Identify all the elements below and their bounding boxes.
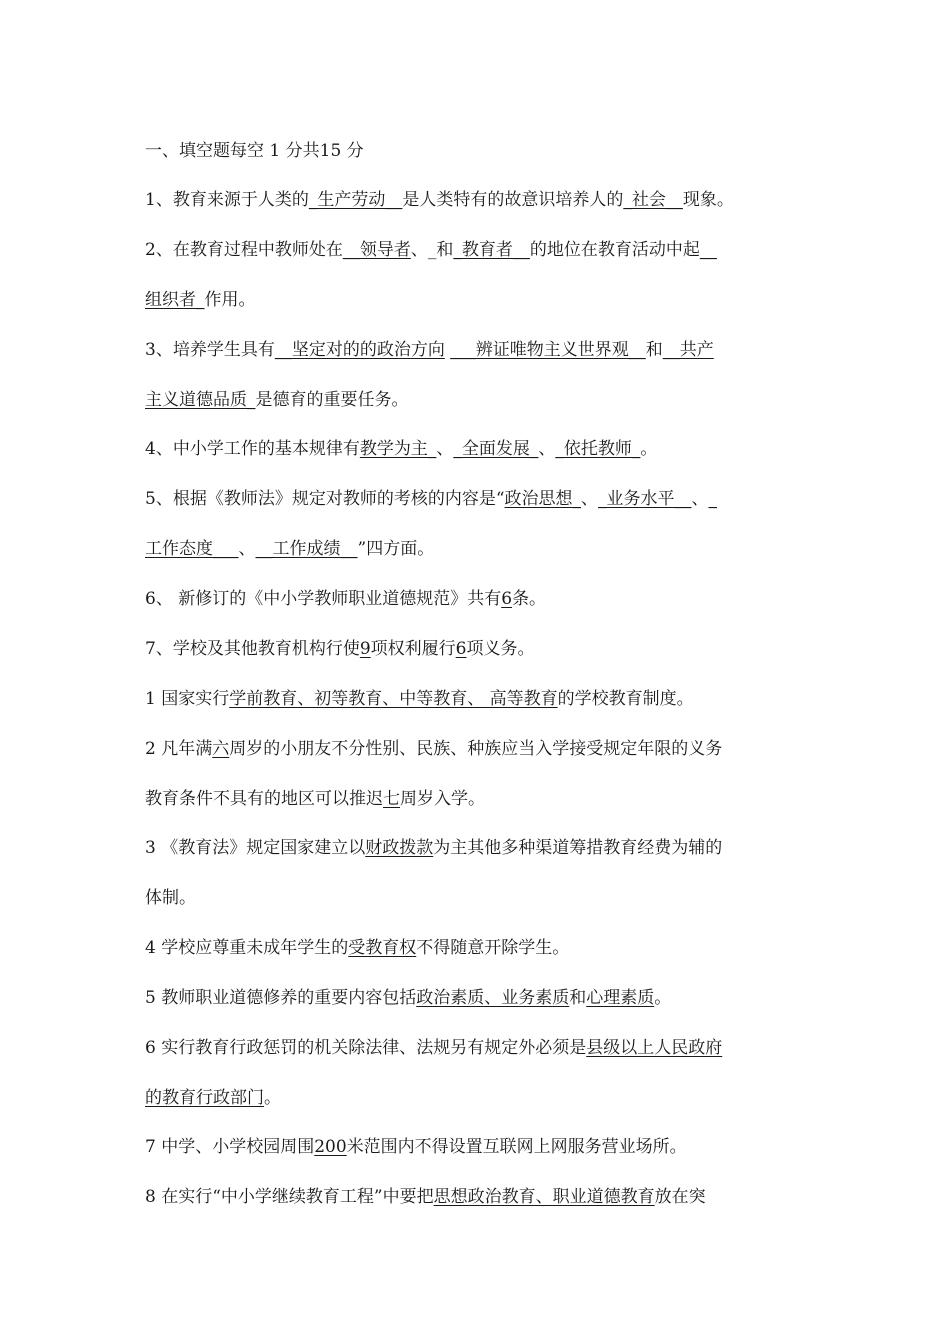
answer-blank: _全面发展_ [453, 439, 539, 459]
text-segment: 周岁入学。 [400, 789, 485, 809]
item-6 [145, 1036, 810, 1060]
answer-blank: 教学为主_ [359, 439, 437, 459]
text-segment: 5 教师职业道德修养的重要内容包括 [145, 988, 417, 1008]
text-segment: 2 凡年满 [145, 739, 213, 759]
text-segment: ”四方面。 [357, 539, 435, 559]
question-1 [145, 188, 810, 212]
answer-blank: ___辨证唯物主义世界观__ [450, 340, 646, 360]
text-segment: 7 中学、小学校园周围 [145, 1137, 315, 1157]
answer-blank: 学前教育、初等教育、中等教育、 高等教育 [229, 689, 558, 709]
question-2-cont [145, 288, 810, 312]
text-segment: 1 国家实行 [145, 689, 230, 709]
answer-blank: 工作态度___ [145, 539, 239, 559]
question-3 [145, 338, 810, 362]
text-segment: 3 《教育法》规定国家建立以 [145, 838, 366, 858]
question-7 [145, 637, 810, 661]
text-segment: 。 [264, 1088, 281, 1108]
text-segment: 、_和 [410, 240, 454, 260]
answer-blank: 思想政治教育、职业道德教育 [433, 1187, 655, 1207]
text-segment: 、 [691, 489, 709, 509]
answer-blank: 主义道德品质_ [145, 390, 256, 410]
text-segment: 现象。 [682, 190, 734, 210]
answer-blank: 县级以上人民政府 [586, 1038, 723, 1058]
answer-blank: __共产 [662, 340, 714, 360]
answer-blank: _业务水平__ [598, 489, 692, 509]
answer-blank: 的教育行政部门 [145, 1088, 264, 1108]
question-6 [145, 587, 810, 611]
question-2 [145, 238, 810, 262]
text-segment: 7、学校及其他教育机构行使 [145, 639, 360, 659]
text-segment: 1、教育来源于人类的 [145, 190, 309, 210]
text-segment: 、 [436, 439, 454, 459]
item-2-cont [145, 787, 810, 811]
text-segment: 5、根据《教师法》规定对教师的考核的内容是“ [145, 489, 505, 509]
text-segment: 项义务。 [466, 639, 535, 659]
text-segment: 的地位在教育活动中起 [529, 240, 700, 260]
answer-blank: 六 [212, 739, 230, 759]
item-2 [145, 737, 810, 761]
section-heading [145, 139, 810, 163]
answer-blank: __坚定对的的政治方向 [274, 340, 445, 360]
item-3 [145, 836, 810, 860]
text-segment: 作用。 [204, 290, 256, 310]
text-segment: 4 学校应尊重未成年学生的 [145, 938, 349, 958]
question-5-cont [145, 537, 810, 561]
text-segment: 米范围内不得设置互联网上网服务营业场所。 [346, 1137, 687, 1157]
answer-blank: _ [708, 489, 718, 509]
answer-blank: 6 [455, 639, 467, 659]
text-segment: 、 [238, 539, 256, 559]
answer-blank: 6 [501, 589, 513, 609]
item-4 [145, 936, 810, 960]
text-segment: 8 在实行“中小学继续教育工程”中要把 [145, 1187, 434, 1207]
item-5 [145, 986, 810, 1010]
text-segment: 项权利履行 [370, 639, 456, 659]
text-segment: 、 [538, 439, 556, 459]
text-segment: 6、 新修订的《中小学教师职业道德规范》共有 [145, 589, 502, 609]
answer-blank: 心理素质 [586, 988, 655, 1008]
text-segment: 4、中小学工作的基本规律有 [145, 439, 360, 459]
text-segment: 3、培养学生具有 [145, 340, 275, 360]
answer-blank: 财政拨款 [365, 838, 434, 858]
text-segment: 。 [640, 439, 658, 459]
text-segment: 周岁的小朋友不分性别、民族、种族应当入学接受规定年限的义务 [229, 739, 723, 759]
text-segment: 体制。 [145, 888, 196, 908]
answer-blank: 受教育权 [348, 938, 417, 958]
text-segment: 为主其他多种渠道筹措教育经费为辅的 [433, 838, 723, 858]
text-segment: 和 [569, 988, 587, 1008]
text-segment: 一、填空题每空 1 分共15 分 [145, 141, 364, 161]
question-5 [145, 487, 810, 511]
text-segment: 是德育的重要任务。 [255, 390, 409, 410]
item-7 [145, 1135, 810, 1159]
text-segment: 2、在教育过程中教师处在 [145, 240, 343, 260]
answer-blank: 政治素质、业务素质 [416, 988, 570, 1008]
text-segment: 条。 [512, 589, 547, 609]
answer-blank: 政治思想_ [504, 489, 582, 509]
item-1 [145, 687, 810, 711]
text-segment: 是人类特有的故意识培养人的 [402, 190, 624, 210]
text-segment: 不得随意开除学生。 [416, 938, 570, 958]
item-6-cont [145, 1086, 810, 1110]
answer-blank: _教育者__ [453, 240, 530, 260]
answer-blank: _社会__ [623, 190, 683, 210]
answer-blank: 200 [314, 1137, 347, 1157]
answer-blank: _依托教师_ [555, 439, 641, 459]
text-segment: 和 [645, 340, 663, 360]
answer-blank: 9 [359, 639, 371, 659]
item-3-cont [145, 886, 810, 910]
text-segment: 、 [581, 489, 599, 509]
answer-blank: _生产劳动__ [308, 190, 403, 210]
answer-blank: 组织者_ [145, 290, 205, 310]
text-segment: 6 实行教育行政惩罚的机关除法律、法规另有规定外必须是 [145, 1038, 587, 1058]
question-3-cont [145, 388, 810, 412]
text-segment: 教育条件不具有的地区可以推迟 [145, 789, 383, 809]
answer-blank: __ [699, 240, 717, 260]
answer-blank: __工作成绩__ [255, 539, 358, 559]
item-8 [145, 1185, 810, 1209]
text-segment: 。 [654, 988, 672, 1008]
text-segment: 的学校教育制度。 [557, 689, 694, 709]
answer-blank: __领导者 [342, 240, 411, 260]
question-4 [145, 437, 810, 461]
answer-blank: 七 [383, 789, 400, 809]
text-segment: 放在突 [654, 1187, 706, 1207]
